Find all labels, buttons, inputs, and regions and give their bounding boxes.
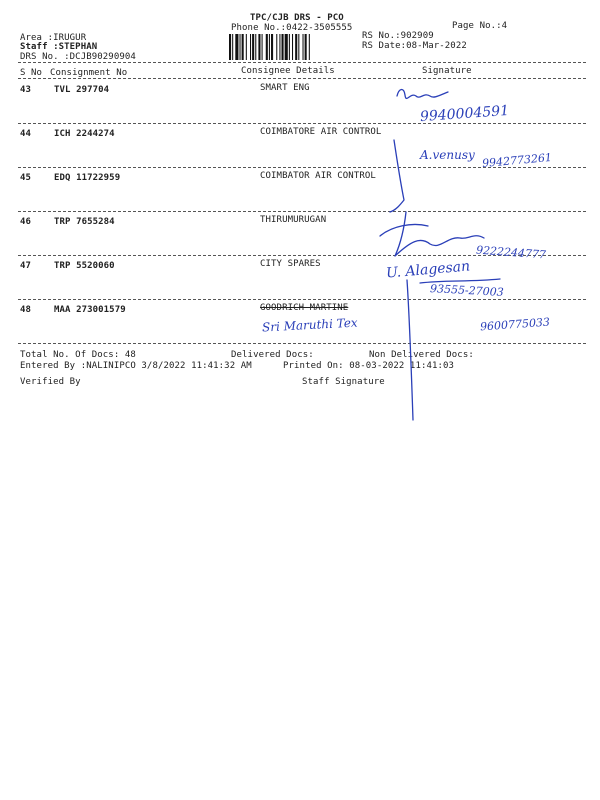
signature-line bbox=[407, 280, 413, 420]
row-45-sno: 45 bbox=[20, 173, 32, 183]
row-46-consignee: THIRUMURUGAN bbox=[260, 215, 327, 225]
rs-date: RS Date:08-Mar-2022 bbox=[362, 41, 467, 51]
column-header-consignee: Consignee Details bbox=[241, 66, 335, 76]
handwritten-phone-47: 93555-27003 bbox=[429, 282, 504, 299]
row-45-consignee: COIMBATOR AIR CONTROL bbox=[260, 171, 376, 181]
drs-number: DRS No. :DCJB90290904 bbox=[20, 52, 136, 62]
phone-number: Phone No.:0422-3505555 bbox=[231, 23, 353, 33]
delivered-docs: Delivered Docs: bbox=[231, 350, 314, 360]
printed-on: Printed On: 08-03-2022 11:41:03 bbox=[283, 361, 455, 371]
handwritten-phone-43: 9940004591 bbox=[419, 102, 510, 126]
row-47-consignee: CITY SPARES bbox=[260, 259, 321, 269]
document-title: TPC/CJB DRS - PCO bbox=[250, 13, 344, 23]
handwritten-phone-48: 9600775033 bbox=[479, 315, 551, 334]
column-header-sno: S No bbox=[20, 68, 43, 78]
row-45-consignment: EDQ 11722959 bbox=[54, 173, 121, 183]
column-header-signature: Signature bbox=[422, 66, 472, 76]
handwritten-name-47: U. Alagesan bbox=[385, 258, 471, 282]
signature-stroke-44 bbox=[390, 140, 404, 212]
area-label: Area :IRUGUR bbox=[20, 33, 87, 43]
signature-scribble-43 bbox=[397, 89, 448, 98]
staff-signature: Staff Signature bbox=[302, 377, 385, 387]
row-44-consignee: COIMBATORE AIR CONTROL bbox=[260, 127, 382, 137]
row-44-sno: 44 bbox=[20, 129, 32, 139]
row-43-sno: 43 bbox=[20, 85, 32, 95]
staff-label: Staff :STEPHAN bbox=[20, 42, 98, 52]
column-header-consignment: Consignment No bbox=[50, 68, 128, 78]
page-number: Page No.:4 bbox=[452, 21, 508, 31]
handwritten-phone-46: 9222244777 bbox=[475, 243, 547, 262]
non-delivered-docs: Non Delivered Docs: bbox=[369, 350, 474, 360]
row-48-consignee: GOODRICH MARTINE bbox=[260, 303, 349, 313]
row-46-sno: 46 bbox=[20, 217, 32, 227]
row-43-consignee: SMART ENG bbox=[260, 83, 310, 93]
signature-scribble-46 bbox=[380, 212, 484, 256]
row-48-consignment: MAA 273001579 bbox=[54, 305, 126, 315]
handwritten-name-48: Sri Maruthi Tex bbox=[261, 315, 358, 335]
row-47-consignment: TRP 5520060 bbox=[54, 261, 115, 271]
entered-by: Entered By :NALINIPCO 3/8/2022 11:41:32 AM bbox=[20, 361, 252, 371]
row-44-consignment: ICH 2244274 bbox=[54, 129, 115, 139]
verified-by: Verified By bbox=[20, 377, 81, 387]
total-docs: Total No. Of Docs: 48 bbox=[20, 350, 136, 360]
handwritten-name-44: A.venusy bbox=[420, 148, 475, 162]
rs-number: RS No.:902909 bbox=[362, 31, 434, 41]
row-48-sno: 48 bbox=[20, 305, 32, 315]
handwritten-phone-44: 9942773261 bbox=[481, 150, 553, 171]
row-46-consignment: TRP 7655284 bbox=[54, 217, 115, 227]
row-47-sno: 47 bbox=[20, 261, 32, 271]
row-43-consignment: TVL 297704 bbox=[54, 85, 110, 95]
